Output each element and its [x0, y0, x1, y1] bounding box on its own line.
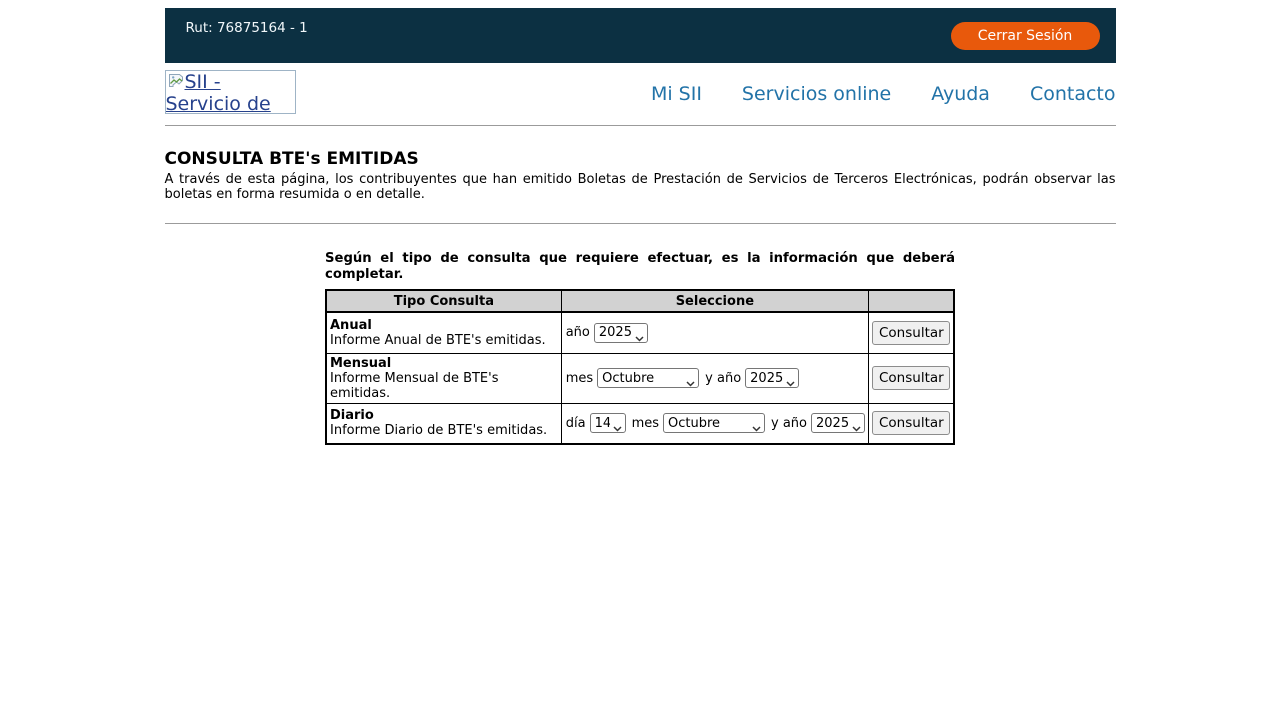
nav-contacto[interactable]: Contacto — [1029, 83, 1116, 105]
consulta-select-cell — [561, 403, 868, 444]
consulta-action-cell — [869, 353, 955, 403]
year-label: año — [565, 325, 590, 341]
broken-image-icon — [168, 71, 184, 93]
instruction-text: Según el tipo de consulta que requiere efectuar, es la información que deberá completar. — [325, 251, 955, 282]
sii-logo-alt-text: SII - Servicio de — [165, 71, 271, 114]
consulta-type-name: Diario — [330, 408, 374, 424]
consulta-type-description: Informe Diario de BTE's emitidas. — [330, 423, 548, 439]
consultar-mensual-button[interactable]: Consultar — [872, 366, 950, 390]
intro-text: A través de esta página, los contribuyentes que han emitido Boletas de Prestación de Servicios de Terceros Electrónicas, podrán observar las boletas en forma resumida o en detalle. — [164, 172, 1116, 202]
consulta-select-cell — [561, 353, 868, 403]
topbar — [165, 8, 1116, 63]
table-row-diario — [326, 403, 954, 444]
page-container — [165, 8, 1116, 445]
table-header-row — [326, 290, 954, 312]
consulta-type-cell — [326, 312, 561, 353]
year-label: y año — [771, 415, 807, 431]
consultar-anual-button[interactable]: Consultar — [872, 321, 950, 345]
mensual-year-select[interactable] — [745, 368, 799, 388]
table-row-mensual — [326, 353, 954, 403]
diario-month-select[interactable] — [663, 413, 765, 433]
nav-servicios-online[interactable]: Servicios online — [741, 83, 892, 105]
mensual-month-select[interactable] — [597, 368, 699, 388]
consulta-type-description: Informe Anual de BTE's emitidas. — [330, 332, 546, 348]
consulta-type-cell — [326, 403, 561, 444]
diario-day-select[interactable] — [590, 413, 626, 433]
content-divider — [165, 223, 1116, 224]
header-row — [165, 70, 1116, 114]
year-label: y año — [705, 370, 742, 386]
header-seleccione: Seleccione — [561, 290, 868, 312]
header-action-empty — [869, 290, 955, 312]
consulta-type-name: Anual — [330, 317, 372, 333]
month-label: mes — [631, 415, 659, 431]
consulta-type-cell — [326, 353, 561, 403]
header-divider — [165, 125, 1116, 126]
month-label: mes — [565, 370, 594, 386]
page-title: CONSULTA BTE's EMITIDAS — [164, 149, 419, 169]
consulta-select-cell — [561, 312, 868, 353]
anual-year-select[interactable] — [594, 323, 648, 343]
logout-button[interactable]: Cerrar Sesión — [951, 22, 1100, 50]
day-label: día — [565, 415, 586, 431]
consulta-action-cell — [869, 312, 955, 353]
sii-logo-link[interactable] — [165, 70, 296, 114]
table-row-anual — [326, 312, 954, 353]
diario-year-select[interactable] — [811, 413, 865, 433]
consulta-action-cell — [869, 403, 955, 444]
header-tipo-consulta: Tipo Consulta — [326, 290, 561, 312]
main-nav — [651, 70, 1116, 105]
consultar-diario-button[interactable]: Consultar — [872, 411, 950, 435]
consulta-block — [325, 251, 955, 445]
consulta-type-name: Mensual — [330, 355, 392, 371]
rut-text: Rut: 76875164 - 1 — [185, 20, 308, 36]
consulta-type-description: Informe Mensual de BTE's emitidas. — [330, 370, 499, 401]
consulta-table — [325, 289, 955, 445]
nav-mi-sii[interactable]: Mi SII — [650, 83, 702, 105]
nav-ayuda[interactable]: Ayuda — [931, 83, 990, 105]
